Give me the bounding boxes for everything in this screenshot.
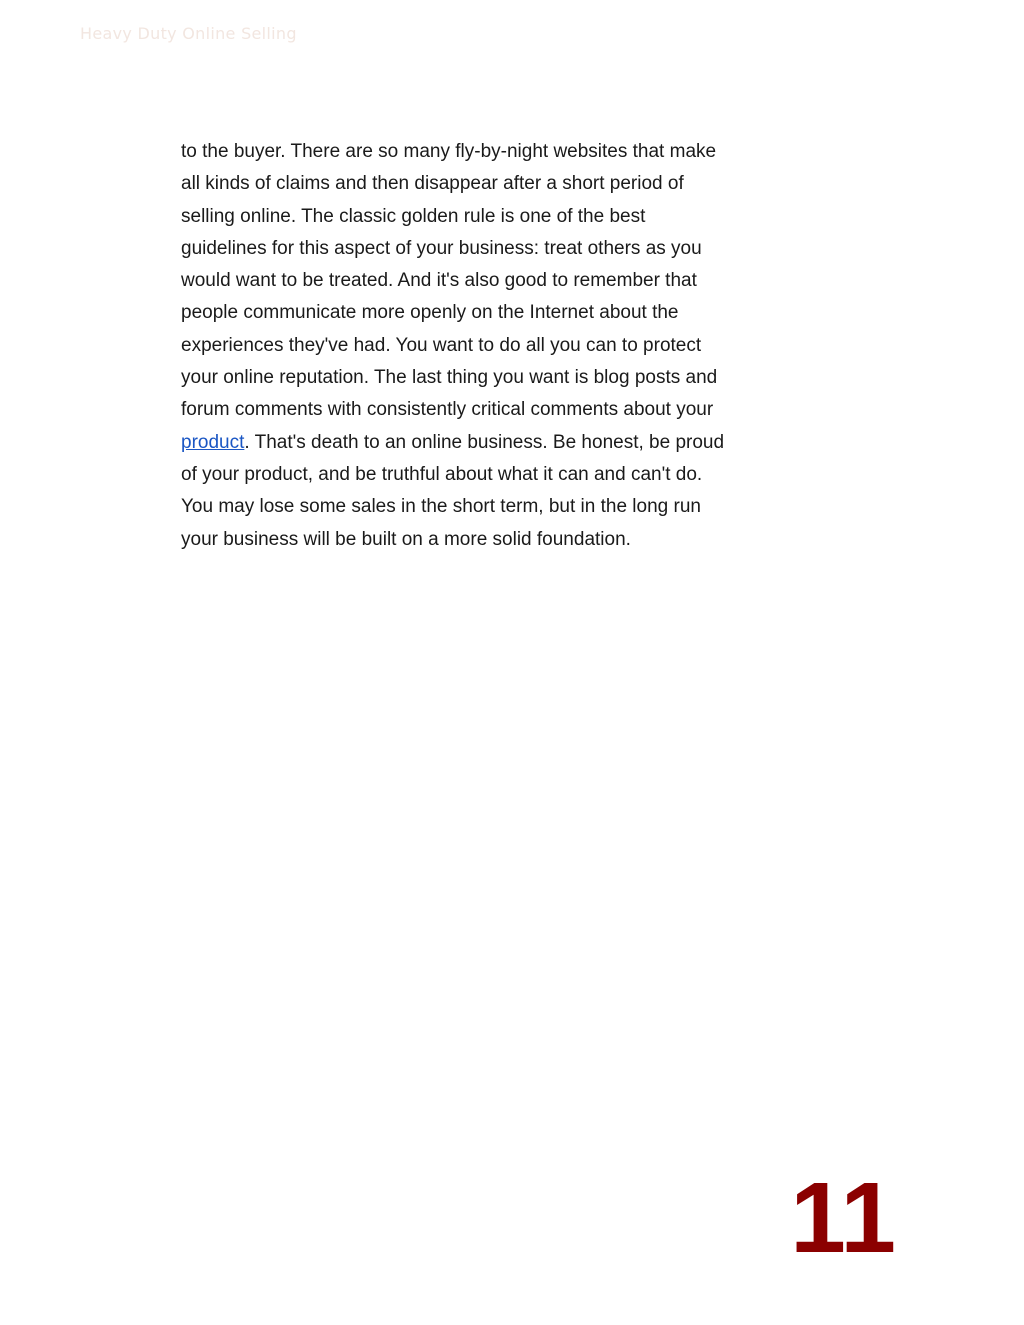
paragraph-text-after-link: . That's death to an online business. Be honest, be proud of your product, and be truthful about what it can and can't do. You may lose some sales in the short term, but in the long run your business will be built on a more solid foundation. [181, 431, 725, 550]
body-paragraph [181, 136, 726, 556]
product-link[interactable]: product [181, 431, 245, 453]
paragraph-text-before-link: to the buyer. There are so many fly-by-night websites that make all kinds of claims and then disappear after a short period of selling online. The classic golden rule is one of the best guidelines for this aspect of your business: treat others as you would want to be treated. And it's also good to remember that people communicate more openly on the Internet about the experiences they've had. You want to do all you can to protect your online reputation. The last thing you want is blog posts and forum comments with consistently critical comments about your [181, 141, 718, 421]
page-number: 11 [790, 1162, 896, 1274]
running-header-title: Heavy Duty Online Selling [80, 24, 297, 43]
